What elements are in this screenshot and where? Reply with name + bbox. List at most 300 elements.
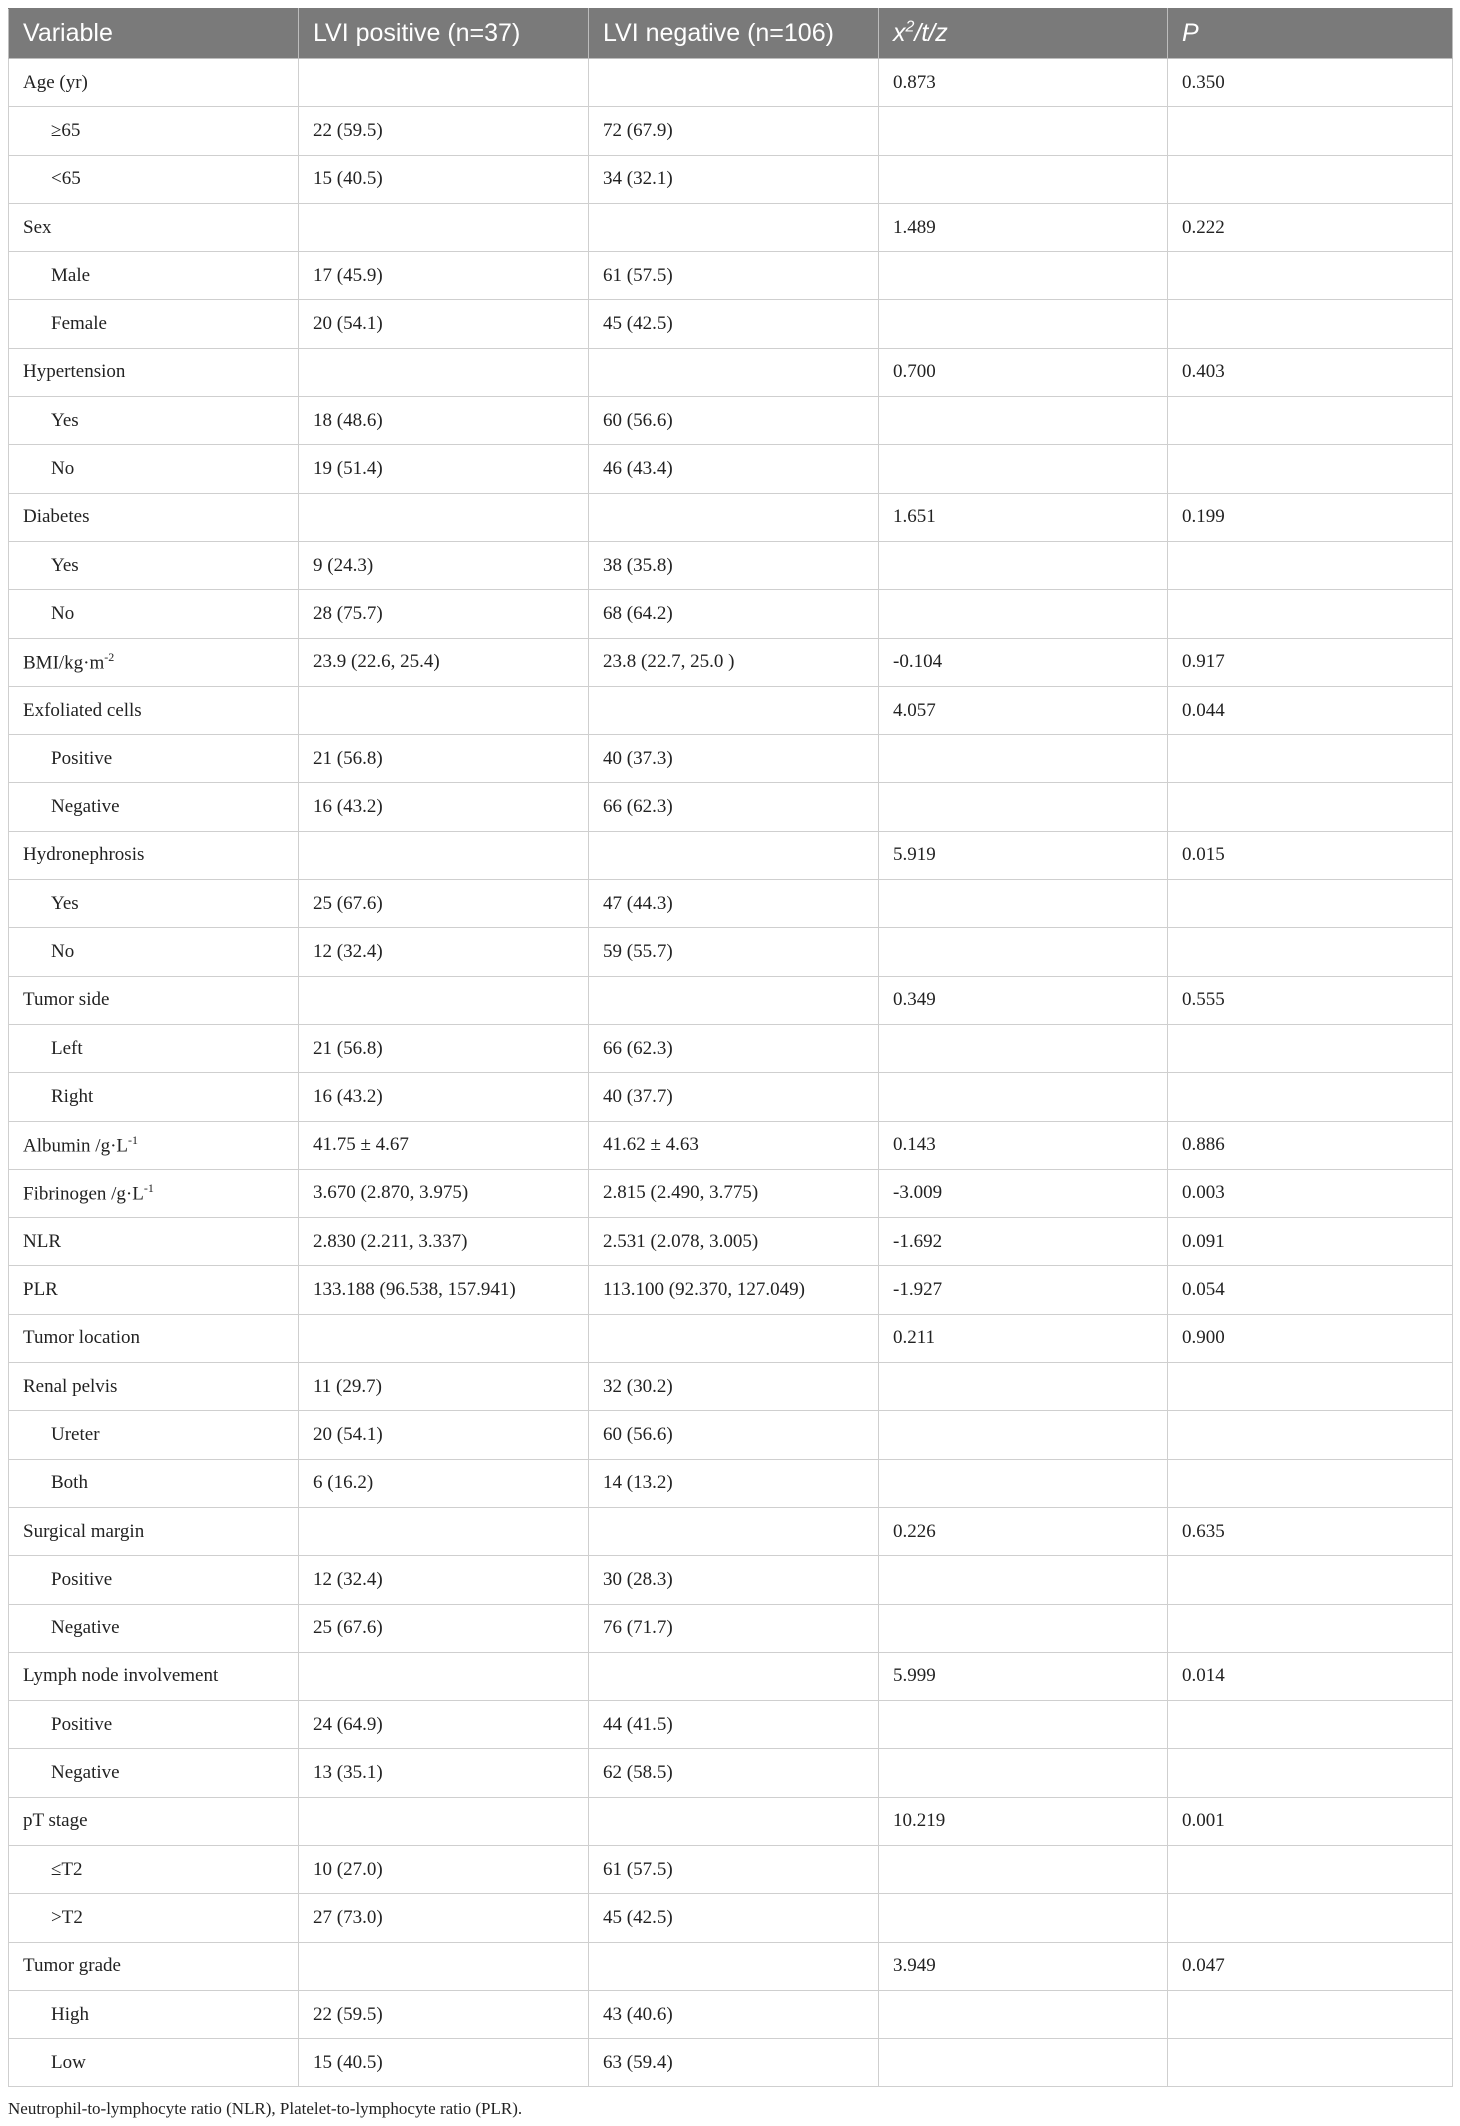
cell-variable-text: PLR [23,1279,58,1301]
cell-lvi-negative: 45 (42.5) [589,1894,879,1942]
cell-variable [9,976,299,1024]
cell-lvi-negative [589,1314,879,1362]
cell-variable [9,686,299,734]
cell-lvi-negative: 40 (37.3) [589,735,879,783]
table-row [9,445,1453,493]
cell-lvi-positive: 17 (45.9) [299,252,589,300]
cell-lvi-negative: 63 (59.4) [589,2039,879,2087]
cell-statistic: 0.349 [879,976,1168,1024]
cell-lvi-negative: 30 (28.3) [589,1556,879,1604]
table-row [9,1990,1453,2038]
cell-lvi-negative [589,203,879,251]
cell-variable [9,59,299,107]
header-statistic-label [893,19,948,47]
cell-lvi-positive [299,1507,589,1555]
cell-p-value [1168,590,1453,638]
cell-variable-text: Lymph node involvement [23,1665,219,1687]
cell-lvi-negative: 47 (44.3) [589,880,879,928]
cell-statistic [879,783,1168,831]
cell-p-value [1168,1701,1453,1749]
table-body [9,59,1453,2087]
cell-lvi-positive: 133.188 (96.538, 157.941) [299,1266,589,1314]
stat-superscript: 2 [905,18,915,36]
cell-variable [9,831,299,879]
cell-variable-text: Female [51,313,107,335]
cell-p-value [1168,1411,1453,1459]
cell-p-value: 0.222 [1168,203,1453,251]
table-row [9,1701,1453,1749]
header-p-label: P [1182,19,1199,47]
header-row [9,9,1453,59]
cell-lvi-negative: 66 (62.3) [589,783,879,831]
cell-lvi-negative [589,348,879,396]
cell-p-value: 0.054 [1168,1266,1453,1314]
table-row [9,1459,1453,1507]
cell-lvi-positive: 12 (32.4) [299,1556,589,1604]
cell-variable-text: Hydronephrosis [23,844,145,866]
table-row [9,1652,1453,1700]
cell-variable [9,107,299,155]
cell-lvi-negative: 68 (64.2) [589,590,879,638]
cell-variable [9,1073,299,1121]
cell-statistic [879,1604,1168,1652]
cell-variable-superscript: -2 [104,650,115,665]
cell-statistic [879,880,1168,928]
cell-p-value: 0.091 [1168,1218,1453,1266]
header-variable: Variable [9,9,299,59]
cell-statistic: 3.949 [879,1942,1168,1990]
cell-variable [9,1024,299,1072]
cell-variable [9,1507,299,1555]
cell-lvi-negative: 2.815 (2.490, 3.775) [589,1169,879,1217]
cell-statistic: -0.104 [879,638,1168,686]
cell-statistic [879,300,1168,348]
table-row [9,348,1453,396]
cell-lvi-negative: 46 (43.4) [589,445,879,493]
cell-variable [9,783,299,831]
table-row [9,1363,1453,1411]
cell-p-value [1168,1894,1453,1942]
cell-variable-text: Negative [51,796,120,818]
cell-variable-text: Positive [51,1713,113,1735]
cell-p-value: 0.900 [1168,1314,1453,1362]
cell-statistic [879,155,1168,203]
cell-variable-text: Fibrinogen /g·L [23,1183,144,1205]
cell-p-value [1168,445,1453,493]
cell-variable [9,1266,299,1314]
cell-variable-text: Tumor side [23,989,110,1011]
cell-lvi-positive: 20 (54.1) [299,1411,589,1459]
cell-statistic [879,735,1168,783]
cell-variable-text: Negative [51,1617,120,1639]
cell-lvi-positive: 24 (64.9) [299,1701,589,1749]
cell-p-value [1168,541,1453,589]
cell-p-value [1168,300,1453,348]
table-row [9,203,1453,251]
cell-statistic: 5.999 [879,1652,1168,1700]
cell-statistic: 1.651 [879,493,1168,541]
cell-p-value: 0.917 [1168,638,1453,686]
table-row [9,1218,1453,1266]
cell-variable-text: NLR [23,1230,61,1252]
cell-variable-text: Ureter [51,1423,100,1445]
cell-lvi-negative: 44 (41.5) [589,1701,879,1749]
cell-variable-text: Exfoliated cells [23,699,142,721]
cell-lvi-negative [589,831,879,879]
cell-lvi-positive [299,1942,589,1990]
cell-p-value: 0.199 [1168,493,1453,541]
cell-statistic [879,1749,1168,1797]
cell-variable-text: Yes [51,554,79,576]
cell-variable-text: Tumor grade [23,1955,121,1977]
cell-p-value: 0.886 [1168,1121,1453,1169]
cell-statistic: -3.009 [879,1169,1168,1217]
cell-lvi-positive [299,1314,589,1362]
cell-lvi-positive: 15 (40.5) [299,155,589,203]
cell-variable-text: Male [51,264,91,286]
cell-variable-text: Positive [51,747,113,769]
cell-lvi-negative: 60 (56.6) [589,397,879,445]
cell-statistic [879,1845,1168,1893]
cell-p-value [1168,252,1453,300]
cell-p-value [1168,2039,1453,2087]
cell-statistic [879,1073,1168,1121]
table-row [9,1894,1453,1942]
cell-lvi-negative: 43 (40.6) [589,1990,879,2038]
cell-variable-text: BMI/kg·m [23,652,105,674]
cell-lvi-positive: 22 (59.5) [299,107,589,155]
cell-variable [9,1121,299,1169]
cell-statistic [879,1411,1168,1459]
cell-variable [9,1363,299,1411]
table-row [9,831,1453,879]
cell-p-value [1168,155,1453,203]
table-row [9,638,1453,686]
cell-lvi-positive: 16 (43.2) [299,783,589,831]
cell-p-value [1168,1990,1453,2038]
cell-p-value [1168,880,1453,928]
cell-variable-text: Left [51,1037,83,1059]
cell-statistic [879,590,1168,638]
cell-variable [9,445,299,493]
cell-variable [9,1845,299,1893]
cell-variable [9,880,299,928]
table-row [9,1749,1453,1797]
table-row [9,2039,1453,2087]
cell-variable-superscript: -1 [128,1133,139,1148]
cell-lvi-negative [589,976,879,1024]
cell-lvi-positive: 41.75 ± 4.67 [299,1121,589,1169]
cell-variable-text: Tumor location [23,1327,140,1349]
table-row [9,300,1453,348]
cell-statistic [879,252,1168,300]
cell-variable-text: Hypertension [23,361,126,383]
cell-variable [9,348,299,396]
cell-variable-superscript: -1 [143,1181,154,1196]
stat-rest: /t/z [914,19,948,48]
cell-lvi-positive: 21 (56.8) [299,735,589,783]
table-row [9,1073,1453,1121]
cell-lvi-positive: 6 (16.2) [299,1459,589,1507]
table-row [9,928,1453,976]
cell-lvi-positive: 21 (56.8) [299,1024,589,1072]
cell-p-value: 0.555 [1168,976,1453,1024]
cell-variable-text: >T2 [51,1906,83,1928]
cell-statistic: 4.057 [879,686,1168,734]
cell-p-value [1168,397,1453,445]
cell-lvi-positive [299,1652,589,1700]
cell-lvi-positive [299,1797,589,1845]
cell-lvi-positive: 20 (54.1) [299,300,589,348]
cell-lvi-negative [589,686,879,734]
cell-lvi-positive: 19 (51.4) [299,445,589,493]
table-row [9,252,1453,300]
cell-p-value [1168,107,1453,155]
table-row [9,493,1453,541]
cell-variable-text: Low [51,2051,86,2073]
cell-lvi-positive: 23.9 (22.6, 25.4) [299,638,589,686]
cell-p-value: 0.044 [1168,686,1453,734]
cell-statistic [879,1363,1168,1411]
cell-lvi-negative [589,59,879,107]
cell-lvi-positive: 22 (59.5) [299,1990,589,2038]
table-container [8,8,1452,2087]
cell-variable-text: Negative [51,1762,120,1784]
cell-statistic: -1.692 [879,1218,1168,1266]
cell-lvi-positive [299,59,589,107]
cell-lvi-positive [299,203,589,251]
table-row [9,976,1453,1024]
cell-lvi-negative: 76 (71.7) [589,1604,879,1652]
table-row [9,686,1453,734]
table-header [9,9,1453,59]
cell-lvi-negative: 2.531 (2.078, 3.005) [589,1218,879,1266]
header-statistic [879,9,1168,59]
table-row [9,1845,1453,1893]
cell-statistic [879,1024,1168,1072]
cell-lvi-negative [589,1652,879,1700]
cell-lvi-negative: 59 (55.7) [589,928,879,976]
cell-variable-text: Both [51,1472,88,1494]
cell-variable [9,1314,299,1362]
cell-statistic [879,107,1168,155]
cell-lvi-negative: 113.100 (92.370, 127.049) [589,1266,879,1314]
cell-variable [9,638,299,686]
cell-variable-text: Yes [51,892,79,914]
cell-p-value [1168,1749,1453,1797]
cell-statistic [879,1556,1168,1604]
cell-variable-text: pT stage [23,1810,88,1832]
cell-statistic: -1.927 [879,1266,1168,1314]
table-row [9,590,1453,638]
cell-p-value [1168,1845,1453,1893]
header-p-value [1168,9,1453,59]
cell-variable-text: <65 [51,168,81,190]
cell-variable [9,300,299,348]
cell-statistic [879,928,1168,976]
cell-variable [9,541,299,589]
cell-lvi-negative: 61 (57.5) [589,1845,879,1893]
cell-lvi-positive: 12 (32.4) [299,928,589,976]
cell-p-value: 0.015 [1168,831,1453,879]
cell-variable-text: Albumin /g·L [23,1135,129,1157]
cell-lvi-negative: 38 (35.8) [589,541,879,589]
table-row [9,107,1453,155]
cell-lvi-positive [299,831,589,879]
cell-variable [9,2039,299,2087]
cell-statistic [879,1990,1168,2038]
table-row [9,735,1453,783]
cell-lvi-positive [299,348,589,396]
table-row [9,1314,1453,1362]
cell-variable-text: ≥65 [51,119,81,141]
cell-lvi-positive: 11 (29.7) [299,1363,589,1411]
cell-statistic [879,445,1168,493]
cell-lvi-positive: 9 (24.3) [299,541,589,589]
cell-lvi-negative: 23.8 (22.7, 25.0 ) [589,638,879,686]
cell-lvi-negative: 66 (62.3) [589,1024,879,1072]
cell-variable-text: Age (yr) [23,71,88,93]
cell-variable-text: No [51,458,75,480]
cell-statistic [879,541,1168,589]
table-row [9,1604,1453,1652]
cell-p-value: 0.003 [1168,1169,1453,1217]
cell-lvi-negative: 41.62 ± 4.63 [589,1121,879,1169]
cell-variable [9,1169,299,1217]
table-row [9,397,1453,445]
cell-lvi-positive: 28 (75.7) [299,590,589,638]
table-row [9,1797,1453,1845]
cell-variable-text: No [51,940,75,962]
cell-lvi-negative: 40 (37.7) [589,1073,879,1121]
cell-variable-text: Positive [51,1568,113,1590]
cell-lvi-negative: 72 (67.9) [589,107,879,155]
cell-variable-text: Diabetes [23,506,90,528]
cell-variable [9,1411,299,1459]
cell-lvi-positive: 10 (27.0) [299,1845,589,1893]
cell-p-value [1168,928,1453,976]
cell-lvi-negative: 34 (32.1) [589,155,879,203]
cell-lvi-positive [299,976,589,1024]
table-row [9,1411,1453,1459]
cell-lvi-positive: 18 (48.6) [299,397,589,445]
cell-variable [9,928,299,976]
cell-statistic: 5.919 [879,831,1168,879]
cell-p-value: 0.350 [1168,59,1453,107]
cell-lvi-positive: 15 (40.5) [299,2039,589,2087]
cell-lvi-negative: 32 (30.2) [589,1363,879,1411]
cell-p-value: 0.001 [1168,1797,1453,1845]
cell-lvi-negative [589,493,879,541]
cell-p-value: 0.635 [1168,1507,1453,1555]
cell-variable [9,1990,299,2038]
cell-variable [9,1942,299,1990]
cell-variable-text: Renal pelvis [23,1375,118,1397]
cell-lvi-negative: 60 (56.6) [589,1411,879,1459]
cell-statistic: 10.219 [879,1797,1168,1845]
cell-p-value [1168,1556,1453,1604]
cell-lvi-negative: 14 (13.2) [589,1459,879,1507]
table-row [9,1169,1453,1217]
cell-variable [9,1652,299,1700]
cell-variable-text: Sex [23,216,52,238]
table-row [9,155,1453,203]
cell-lvi-positive: 16 (43.2) [299,1073,589,1121]
table-row [9,1024,1453,1072]
table-row [9,880,1453,928]
cell-variable [9,1459,299,1507]
table-footnote: Neutrophil-to-lymphocyte ratio (NLR), Platelet-to-lymphocyte ratio (PLR). [8,2099,523,2118]
cell-lvi-positive: 27 (73.0) [299,1894,589,1942]
table-row [9,1266,1453,1314]
cell-p-value: 0.014 [1168,1652,1453,1700]
table-row [9,1121,1453,1169]
table-row [9,541,1453,589]
cell-statistic [879,1894,1168,1942]
cell-lvi-negative: 62 (58.5) [589,1749,879,1797]
cell-lvi-positive [299,493,589,541]
cell-lvi-positive [299,686,589,734]
cell-variable [9,735,299,783]
cell-lvi-negative [589,1507,879,1555]
cell-p-value [1168,1459,1453,1507]
cell-variable [9,493,299,541]
cell-variable [9,1604,299,1652]
cell-variable [9,1894,299,1942]
cell-statistic: 0.700 [879,348,1168,396]
cell-variable [9,203,299,251]
cell-variable-text: High [51,2003,89,2025]
cell-statistic: 0.873 [879,59,1168,107]
cell-variable [9,1797,299,1845]
cell-p-value [1168,783,1453,831]
cell-variable-text: Right [51,1085,94,1107]
cell-lvi-negative: 45 (42.5) [589,300,879,348]
cell-lvi-positive: 13 (35.1) [299,1749,589,1797]
cell-lvi-positive: 25 (67.6) [299,1604,589,1652]
cell-variable [9,155,299,203]
cell-variable-text: ≤T2 [51,1858,83,1880]
header-lvi-negative: LVI negative (n=106) [589,9,879,59]
cell-variable [9,397,299,445]
cell-variable-text: Yes [51,409,79,431]
cell-statistic [879,1459,1168,1507]
cell-p-value [1168,1024,1453,1072]
table-row [9,783,1453,831]
cell-lvi-negative: 61 (57.5) [589,252,879,300]
cell-variable [9,1218,299,1266]
cell-lvi-positive: 2.830 (2.211, 3.337) [299,1218,589,1266]
cell-lvi-negative [589,1942,879,1990]
cell-variable [9,1556,299,1604]
cell-variable-text: Surgical margin [23,1520,145,1542]
header-lvi-positive: LVI positive (n=37) [299,9,589,59]
cell-lvi-positive: 25 (67.6) [299,880,589,928]
cell-lvi-negative [589,1797,879,1845]
table-row [9,59,1453,107]
cell-variable [9,252,299,300]
table-row [9,1556,1453,1604]
cell-statistic: 1.489 [879,203,1168,251]
cell-statistic: 0.143 [879,1121,1168,1169]
cell-p-value [1168,735,1453,783]
table-row [9,1507,1453,1555]
cell-variable [9,590,299,638]
cell-p-value: 0.047 [1168,1942,1453,1990]
cell-p-value [1168,1363,1453,1411]
cell-variable-text: No [51,602,75,624]
cell-variable [9,1749,299,1797]
